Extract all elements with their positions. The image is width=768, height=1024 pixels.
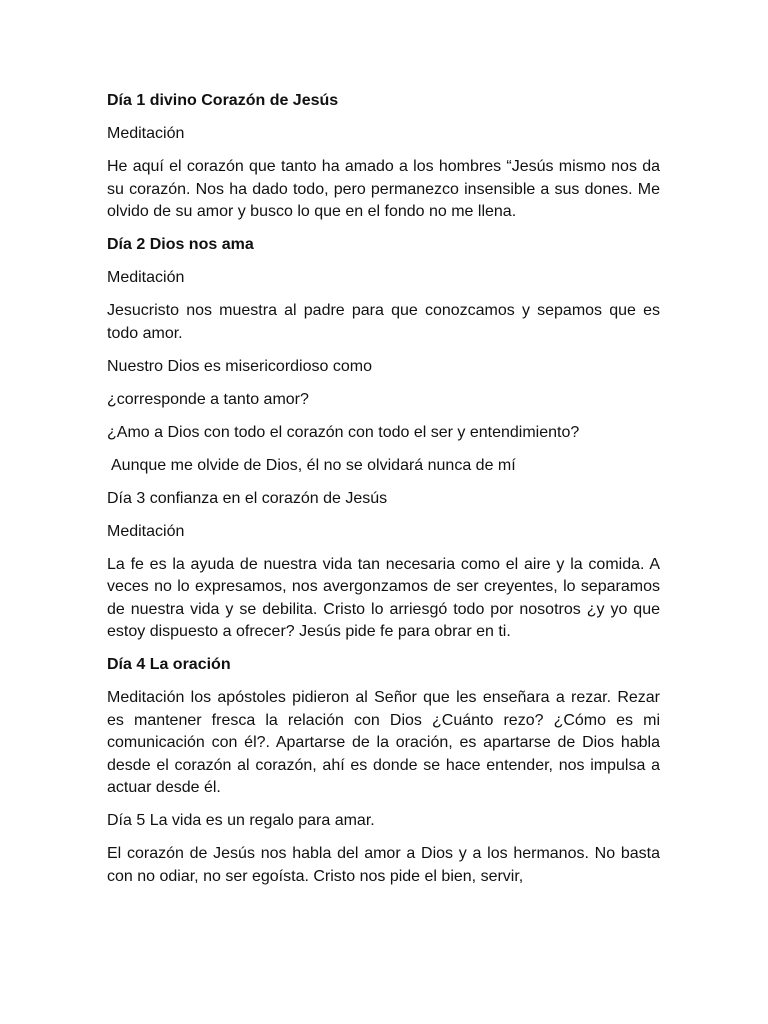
body-line: Nuestro Dios es misericordioso como (107, 357, 372, 375)
heading-dia-5: Día 5 La vida es un regalo para amar. (107, 812, 375, 829)
body-paragraph: El corazón de Jesús nos habla del amor a Dios y a los hermanos. No basta con no odiar, no ser egoísta. Cristo nos pide el bien, servir, (107, 845, 660, 885)
body-paragraph: Jesucristo nos muestra al padre para que conozcamos y sepamos que es todo amor. (107, 302, 660, 342)
heading-dia-1: Día 1 divino Corazón de Jesús (107, 92, 339, 109)
meditacion-label: Meditación (107, 269, 185, 286)
meditacion-label: Meditación (107, 522, 185, 540)
meditacion-label: Meditación (107, 125, 185, 142)
question-line: ¿corresponde a tanto amor? (107, 390, 309, 408)
heading-dia-2: Día 2 Dios nos ama (107, 236, 254, 253)
body-paragraph: Meditación los apóstoles pidieron al Señor que les enseñara a rezar. Rezar es mantener fresca la relación con Dios ¿Cuánto rezo? ¿Cómo es mi comunicación con él?. Apartarse de la oración, es apartarse de Dios habla desde el corazón al corazón, ahí es donde se hace entender, nos impulsa a actuar desde él. (107, 689, 660, 796)
question-line: ¿Amo a Dios con todo el corazón con todo el ser y entendimiento? (107, 423, 580, 441)
heading-dia-3: Día 3 confianza en el corazón de Jesús (107, 489, 388, 507)
document-page (107, 90, 660, 899)
body-paragraph: He aquí el corazón que tanto ha amado a los hombres “Jesús mismo nos da su corazón. Nos ha dado todo, pero permanezco insensible a sus dones. Me olvido de su amor y busco lo que en el fondo no me llena. (107, 158, 660, 220)
heading-dia-4: Día 4 La oración (107, 656, 231, 673)
body-line: Aunque me olvide de Dios, él no se olvidará nunca de mí (111, 456, 516, 474)
body-paragraph: La fe es la ayuda de nuestra vida tan necesaria como el aire y la comida. A veces no lo expresamos, nos avergonzamos de ser creyentes, lo separamos de nuestra vida y se debilita. Cristo lo arriesgó todo por nosotros ¿y yo que estoy dispuesto a ofrecer? Jesús pide fe para obrar en ti. (107, 555, 660, 640)
